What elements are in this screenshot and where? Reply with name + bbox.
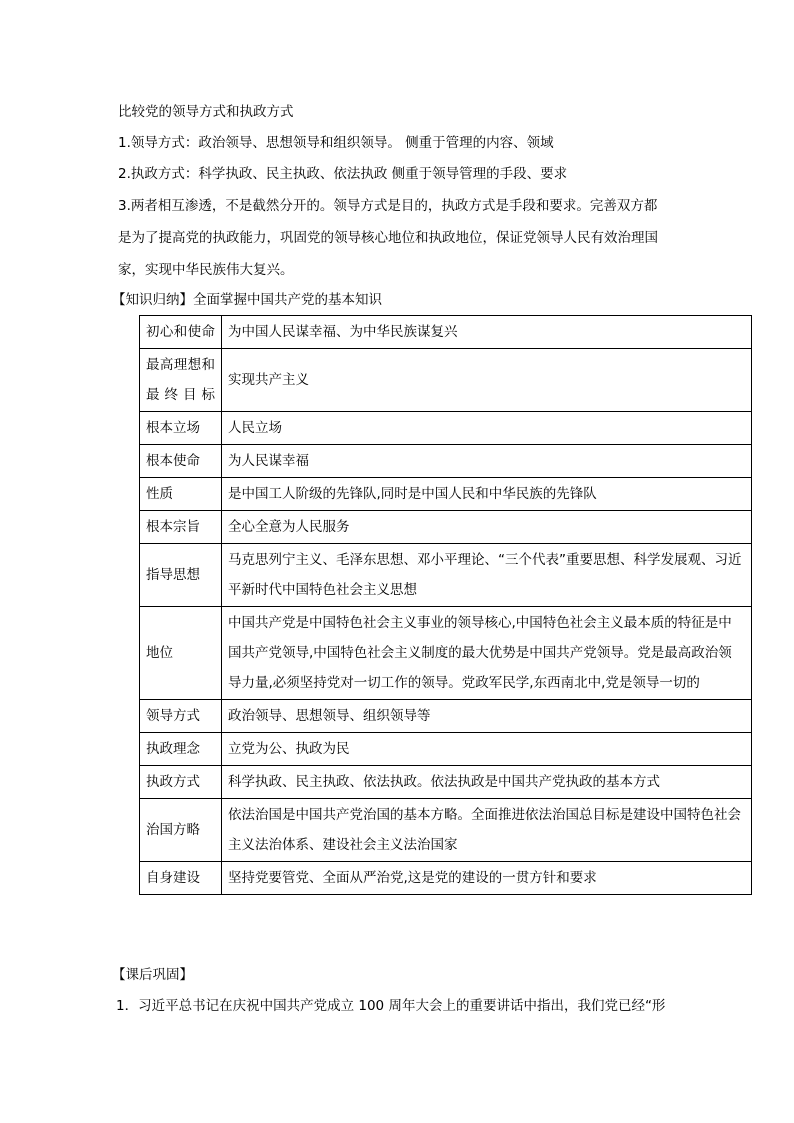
section-heading-practice: 【课后巩固】 bbox=[112, 967, 193, 983]
table-key-cell: 最高理想和最终目标 bbox=[140, 349, 222, 412]
table-value-cell: 立党为公、执政为民 bbox=[222, 733, 752, 766]
table-row bbox=[140, 349, 752, 412]
table-row bbox=[140, 733, 752, 766]
table-value-cell: 科学执政、民主执政、依法执政。依法执政是中国共产党执政的基本方式 bbox=[222, 766, 752, 799]
table-value-cell: 马克思列宁主义、毛泽东思想、邓小平理论、“三个代表”重要思想、科学发展观、习近平新时代中国特色社会主义思想 bbox=[222, 544, 752, 607]
table-key-cell: 自身建设 bbox=[140, 862, 222, 895]
table-row bbox=[140, 445, 752, 478]
table-key-cell: 初心和使命 bbox=[140, 316, 222, 349]
table-key-cell: 根本立场 bbox=[140, 412, 222, 445]
table-row bbox=[140, 412, 752, 445]
table-value-cell: 是中国工人阶级的先锋队,同时是中国人民和中华民族的先锋队 bbox=[222, 478, 752, 511]
table-key-cell: 治国方略 bbox=[140, 799, 222, 862]
table-key-cell: 执政方式 bbox=[140, 766, 222, 799]
table-key-cell: 根本使命 bbox=[140, 445, 222, 478]
table-value-cell: 全心全意为人民服务 bbox=[222, 511, 752, 544]
table-key-cell: 性质 bbox=[140, 478, 222, 511]
table-value-cell: 实现共产主义 bbox=[222, 349, 752, 412]
knowledge-table bbox=[139, 315, 752, 895]
table-row bbox=[140, 766, 752, 799]
table-value-cell: 为中国人民谋幸福、为中华民族谋复兴 bbox=[222, 316, 752, 349]
table-value-cell: 坚持党要管党、全面从严治党,这是党的建设的一贯方针和要求 bbox=[222, 862, 752, 895]
table-value-cell: 为人民谋幸福 bbox=[222, 445, 752, 478]
table-row bbox=[140, 862, 752, 895]
intro-title: 比较党的领导方式和执政方式 bbox=[118, 104, 294, 120]
table-row bbox=[140, 478, 752, 511]
table-key-cell: 根本宗旨 bbox=[140, 511, 222, 544]
intro-line-5: 家，实现中华民族伟大复兴。 bbox=[118, 262, 294, 278]
table-key-cell: 地位 bbox=[140, 607, 222, 700]
table-row bbox=[140, 700, 752, 733]
table-value-cell: 政治领导、思想领导、组织领导等 bbox=[222, 700, 752, 733]
table-row bbox=[140, 799, 752, 862]
table-row bbox=[140, 607, 752, 700]
intro-line-1: 1.领导方式：政治领导、思想领导和组织领导。 侧重于管理的内容、领域 bbox=[118, 135, 554, 151]
table-value-cell: 中国共产党是中国特色社会主义事业的领导核心,中国特色社会主义最本质的特征是中国共产党领导,中国特色社会主义制度的最大优势是中国共产党领导。党是最高政治领导力量,必须坚持党对一切工作的领导。党政军民学,东西南北中,党是领导一切的 bbox=[222, 607, 752, 700]
section-heading-knowledge: 【知识归纳】全面掌握中国共产党的基本知识 bbox=[112, 292, 382, 308]
intro-line-3: 3.两者相互渗透，不是截然分开的。领导方式是目的，执政方式是手段和要求。完善双方都 bbox=[118, 198, 658, 214]
table-value-cell: 人民立场 bbox=[222, 412, 752, 445]
table-row bbox=[140, 544, 752, 607]
table-row bbox=[140, 511, 752, 544]
table-value-cell: 依法治国是中国共产党治国的基本方略。全面推进依法治国总目标是建设中国特色社会主义法治体系、建设社会主义法治国家 bbox=[222, 799, 752, 862]
intro-line-2: 2.执政方式：科学执政、民主执政、依法执政 侧重于领导管理的手段、要求 bbox=[118, 166, 568, 182]
table-key-cell: 领导方式 bbox=[140, 700, 222, 733]
intro-line-4: 是为了提高党的执政能力，巩固党的领导核心地位和执政地位，保证党领导人民有效治理国 bbox=[118, 230, 658, 246]
table-key-cell: 执政理念 bbox=[140, 733, 222, 766]
question-1: 1．习近平总书记在庆祝中国共产党成立 100 周年大会上的重要讲话中指出，我们党已经“形 bbox=[116, 998, 666, 1014]
table-key-cell: 指导思想 bbox=[140, 544, 222, 607]
table-row bbox=[140, 316, 752, 349]
